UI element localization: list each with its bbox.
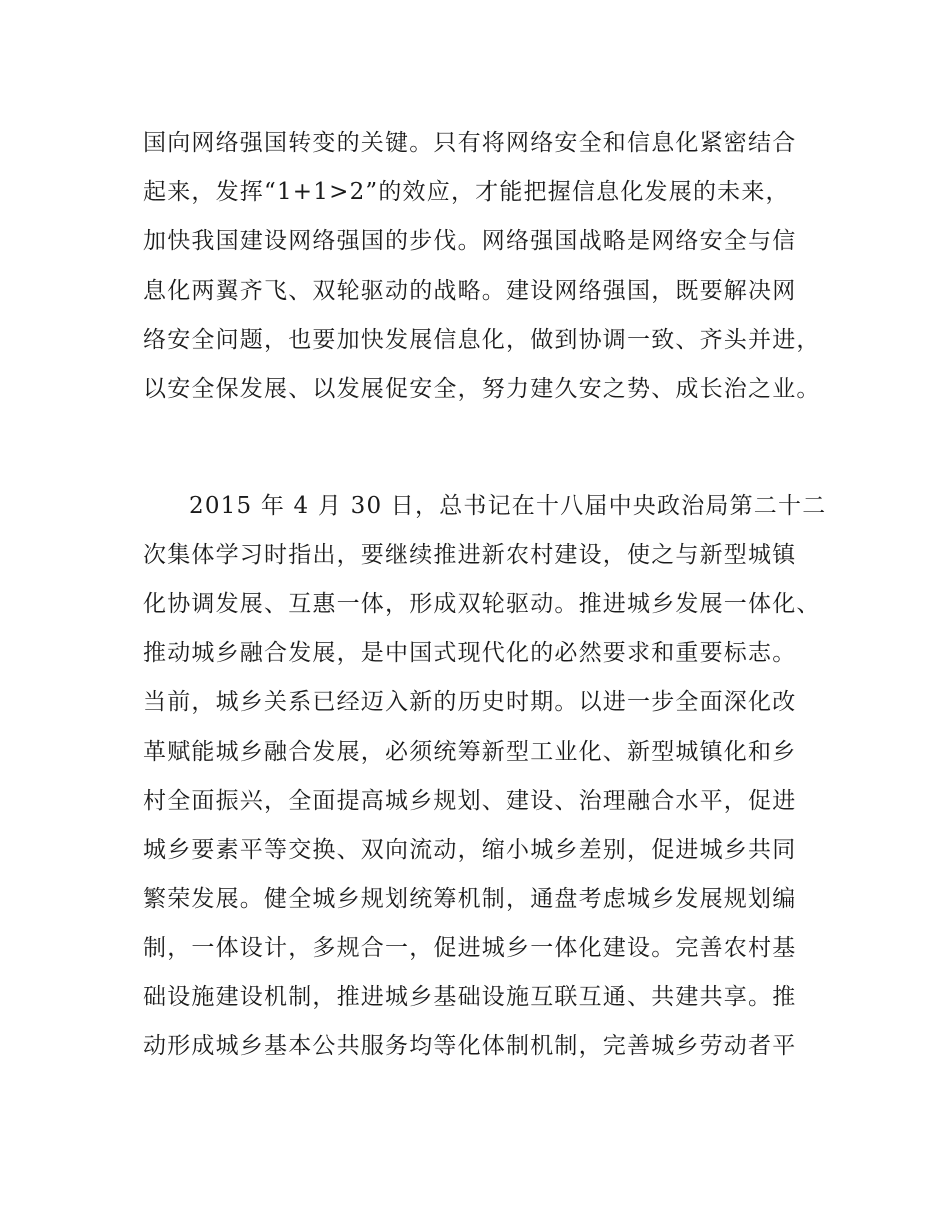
paragraph-2-line-9: 繁荣发展。健全城乡规划统筹机制，通盘考虑城乡发展规划编 xyxy=(143,886,797,912)
paragraph-2-line-7: 村全面振兴，全面提高城乡规划、建设、治理融合水平，促进 xyxy=(143,788,797,814)
paragraph-2-line-1: 2015 年 4 月 30 日，总书记在十八届中央政治局第二十二 xyxy=(189,493,827,519)
paragraph-2-line-4: 推动城乡融合发展，是中国式现代化的必然要求和重要标志。 xyxy=(143,640,797,666)
paragraph-1-line-2: 起来，发挥“1+1>2”的效应，才能把握信息化发展的未来， xyxy=(143,179,790,205)
paragraph-1-line-4: 息化两翼齐飞、双轮驱动的战略。建设网络强国，既要解决网 xyxy=(143,278,797,304)
paragraph-1-line-1: 国向网络强国转变的关键。只有将网络安全和信息化紧密结合 xyxy=(143,130,797,156)
paragraph-2-line-5: 当前，城乡关系已经迈入新的历史时期。以进一步全面深化改 xyxy=(143,689,797,715)
paragraph-1-line-6: 以安全保发展、以发展促安全，努力建久安之势、成长治之业。 xyxy=(143,376,821,402)
paragraph-2-line-3: 化协调发展、互惠一体，形成双轮驱动。推进城乡发展一体化、 xyxy=(143,591,821,617)
paragraph-2-line-11: 础设施建设机制，推进城乡基础设施互联互通、共建共享。推 xyxy=(143,984,797,1010)
paragraph-2-line-6: 革赋能城乡融合发展，必须统筹新型工业化、新型城镇化和乡 xyxy=(143,739,797,765)
paragraph-2-line-10: 制，一体设计，多规合一，促进城乡一体化建设。完善农村基 xyxy=(143,935,797,961)
paragraph-2-line-2: 次集体学习时指出，要继续推进新农村建设，使之与新型城镇 xyxy=(143,542,797,568)
paragraph-1-line-3: 加快我国建设网络强国的步伐。网络强国战略是网络安全与信 xyxy=(143,228,797,254)
paragraph-2-line-12: 动形成城乡基本公共服务均等化体制机制，完善城乡劳动者平 xyxy=(143,1033,797,1059)
paragraph-2-line-8: 城乡要素平等交换、双向流动，缩小城乡差别，促进城乡共同 xyxy=(143,837,797,863)
paragraph-1-line-5: 络安全问题，也要加快发展信息化，做到协调一致、齐头并进， xyxy=(143,327,821,353)
